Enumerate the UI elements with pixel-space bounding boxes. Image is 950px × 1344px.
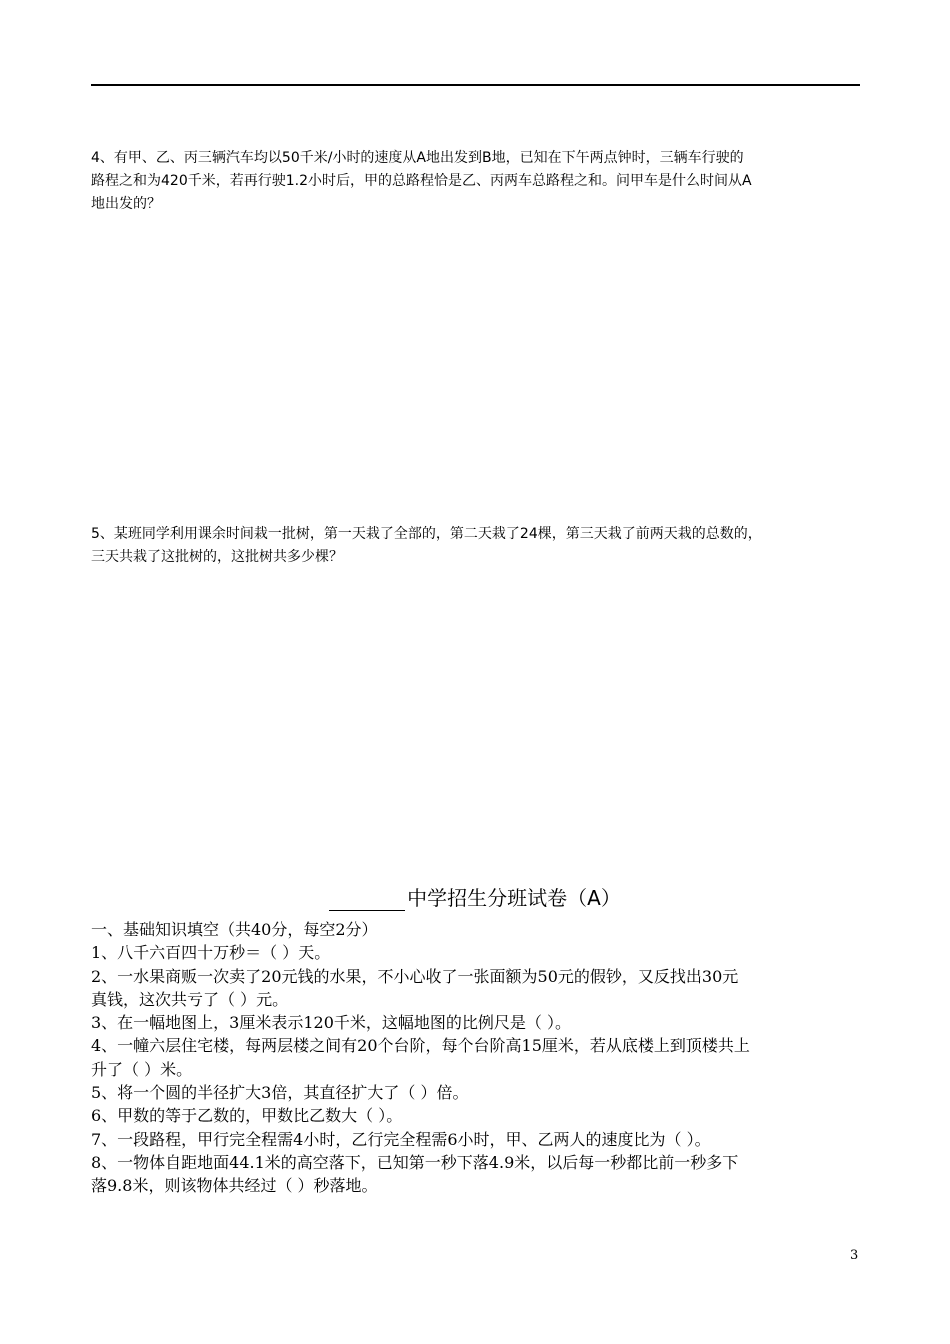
- question-line: 真钱，这次共亏了（ ）元。: [91, 989, 289, 1009]
- exam-title: [0, 882, 950, 911]
- question-line: 4、一幢六层住宅楼，每两层楼之间有20个台阶，每个台阶高15厘米，若从底楼上到顶楼共上: [91, 1036, 750, 1056]
- problem-5: [91, 523, 866, 569]
- header-rule: [91, 84, 860, 86]
- section-heading: 一、基础知识填空（共40分，每空2分）: [91, 920, 378, 939]
- problem-5-line: 5、某班同学利用课余时间栽一批树，第一天栽了全部的，第二天栽了24棵，第三天栽了前两天栽的总数的，: [91, 526, 762, 542]
- exam-title-text: 中学招生分班试卷（A）: [407, 886, 621, 910]
- question-line: 2、一水果商贩一次卖了20元钱的水果，不小心收了一张面额为50元的假钞，又反找出30元: [91, 966, 739, 986]
- question-line: 1、八千六百四十万秒＝（ ）天。: [91, 943, 331, 963]
- question-line: 3、在一幅地图上，3厘米表示120千米，这幅地图的比例尺是（ ）。: [91, 1013, 571, 1033]
- question-line: 7、一段路程，甲行完全程需4小时，乙行完全程需6小时，甲、乙两人的速度比为（ ）。: [91, 1129, 711, 1149]
- problem-5-line: 三天共栽了这批树的，这批树共多少棵？: [91, 549, 343, 565]
- question-line: 8、一物体自距地面44.1米的高空落下，已知第一秒下落4.9米，以后每一秒都比前一秒多下: [91, 1152, 739, 1172]
- problem-4: [91, 147, 866, 216]
- question-line: 落9.8米，则该物体共经过（ ）秒落地。: [91, 1176, 378, 1196]
- question-line: 升了（ ）米。: [91, 1059, 193, 1079]
- problem-4-line: 4、有甲、乙、丙三辆汽车均以50千米/小时的速度从A地出发到B地，已知在下午两点钟时，三辆车行驶的: [91, 150, 744, 166]
- question-line: 6、甲数的等于乙数的，甲数比乙数大（ ）。: [91, 1106, 403, 1126]
- school-name-blank: [329, 890, 405, 911]
- problem-4-line: 路程之和为420千米，若再行驶1.2小时后，甲的总路程恰是乙、丙两车总路程之和。问甲车是什么时间从A: [91, 173, 752, 189]
- fill-in-section: [91, 918, 866, 1198]
- page-number: 3: [850, 1248, 859, 1263]
- question-line: 5、将一个圆的半径扩大3倍，其直径扩大了（ ）倍。: [91, 1083, 469, 1103]
- problem-4-line: 地出发的？: [91, 196, 161, 212]
